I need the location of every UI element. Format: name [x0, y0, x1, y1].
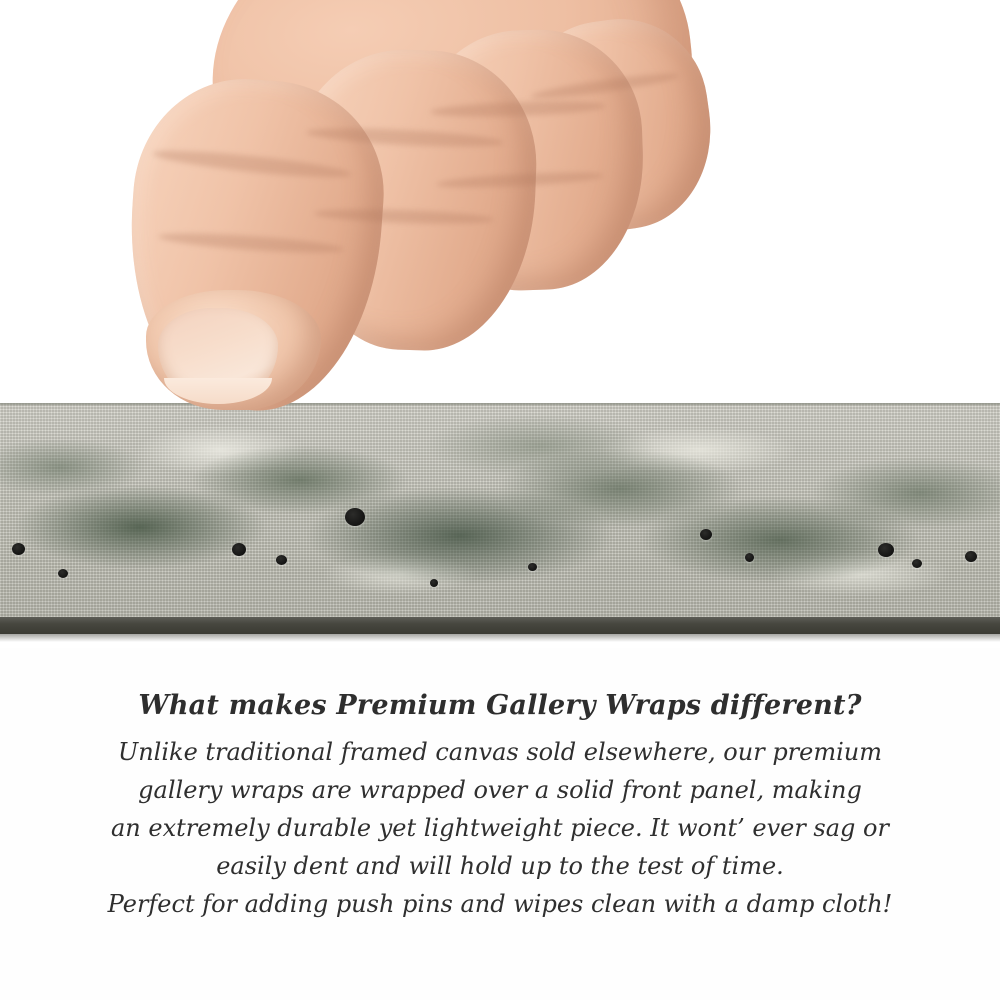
canvas-speck: [700, 529, 712, 540]
caption-heading: What makes Premium Gallery Wraps different?: [138, 690, 862, 721]
hand-illustration: [100, 0, 660, 420]
canvas-speck: [232, 543, 246, 556]
canvas-top-edge: [0, 403, 1000, 406]
canvas-speck: [430, 579, 438, 587]
canvas-texture: [0, 403, 1000, 617]
canvas-speck: [345, 508, 365, 526]
canvas-speck: [276, 555, 287, 565]
canvas-wrap-strip: [0, 403, 1000, 617]
canvas-drop-shadow: [0, 634, 1000, 642]
canvas-speck: [12, 543, 25, 555]
canvas-speck: [878, 543, 894, 557]
canvas-bottom-edge: [0, 617, 1000, 634]
caption-line-2: gallery wraps are wrapped over a solid front panel, making: [138, 776, 862, 804]
caption-line-3: an extremely durable yet lightweight piece. It wont’ ever sag or: [111, 814, 889, 842]
canvas-speck: [745, 553, 754, 562]
canvas-speck: [912, 559, 922, 568]
canvas-speck: [965, 551, 977, 562]
canvas-speck: [528, 563, 537, 571]
caption-line-5: Perfect for adding push pins and wipes clean with a damp cloth!: [107, 890, 893, 918]
caption-block: [0, 690, 1000, 923]
caption-line-4: easily dent and will hold up to the test of time.: [216, 852, 784, 880]
canvas-speck: [58, 569, 68, 578]
caption-line-1: Unlike traditional framed canvas sold elsewhere, our premium: [117, 738, 882, 766]
